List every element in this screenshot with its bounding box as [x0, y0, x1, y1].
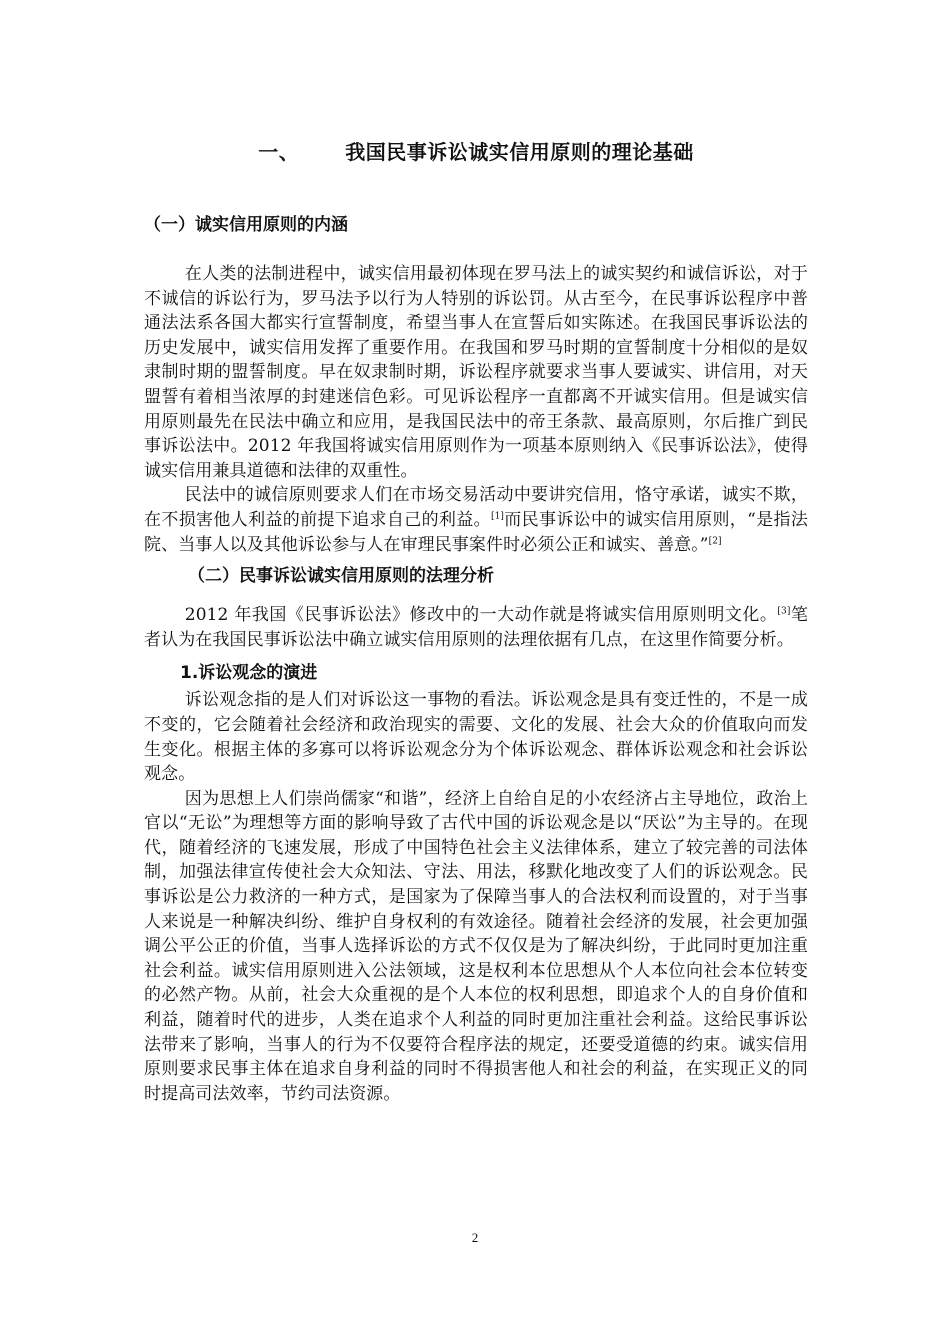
- chapter-number: 一、: [258, 140, 300, 164]
- paragraph-3-text-a: 2012 年我国《民事诉讼法》修改中的一大动作就是将诚实信用原则明文化。: [184, 605, 778, 626]
- paragraph-1: 在人类的法制进程中，诚实信用最初体现在罗马法上的诚实契约和诚信诉讼，对于不诚信的诉讼行为，罗马法予以行为人特别的诉讼罚。从古至今，在民事诉讼程序中普通法法系各国大都实行宣誓制度，希望当事人在宣誓后如实陈述。在我国民事诉讼法的历史发展中，诚实信用发挥了重要作用。在我国和罗马时期的宣誓制度十分相似的是奴隶制时期的盟誓制度。早在奴隶制时期，诉讼程序就要求当事人要诚实、讲信用，对天盟誓有着相当浓厚的封建迷信色彩。可见诉讼程序一直都离不开诚实信用。但是诚实信用原则最先在民法中确立和应用，是我国民法中的帝王条款、最高原则，尔后推广到民事诉讼法中。2012 年我国将诚实信用原则作为一项基本原则纳入《民事诉讼法》，使得诚实信用兼具道德和法律的双重性。: [144, 264, 808, 481]
- footnote-ref-2: [2]: [708, 535, 722, 546]
- paragraph-5: 因为思想上人们崇尚儒家“和谐”，经济上自给自足的小农经济占主导地位，政治上官以“无讼”为理想等方面的影响导致了古代中国的诉讼观念是以“厌讼”为主导的。在现代，随着经济的飞速发展，形成了中国特色社会主义法律体系，建立了较完善的司法体制，加强法律宣传使社会大众知法、守法、用法，移默化地改变了人们的诉讼观念。民事诉讼是公力救济的一种方式，是国家为了保障当事人的合法权利而设置的，对于当事人来说是一种解决纠纷、维护自身权利的有效途径。随着社会经济的发展，社会更加强调公平公正的价值，当事人选择诉讼的方式不仅仅是为了解决纠纷，于此同时更加注重社会利益。诚实信用原则进入公法领域，这是权利本位思想从个人本位向社会本位转变的必然产物。从前，社会大众重视的是个人本位的权利思想，即追求个人的自身价值和利益，随着时代的进步，人类在追求个人利益的同时更加注重社会利益。这给民事诉讼法带来了影响，当事人的行为不仅要符合程序法的规定，还要受道德的约束。诚实信用原则要求民事主体在追求自身利益的同时不得损害他人和社会的利益，在实现正义的同时提高司法效率，节约司法资源。: [144, 788, 808, 1104]
- page-number: 2: [471, 1230, 479, 1245]
- paragraph-2-text-b: 而民事诉讼中的诚实信用原则，“是指法院、当事人以及其他诉讼参与人在审理民事案件时必须公正和诚实、善意。”: [144, 509, 808, 555]
- paragraph-3: [144, 603, 808, 652]
- section-heading-1: （一）诚实信用原则的内涵: [144, 215, 348, 235]
- subsection-heading-1: 1.诉讼观念的演进: [180, 663, 318, 684]
- section-heading-2: （二）民事诉讼诚实信用原则的法理分析: [188, 566, 494, 587]
- paragraph-2: [144, 483, 808, 557]
- paragraph-3-text-b: 笔者认为在我国民事诉讼法中确立诚实信用原则的法理依据有几点，在这里作简要分析。: [144, 605, 808, 650]
- chapter-title-text: 我国民事诉讼诚实信用原则的理论基础: [345, 140, 694, 164]
- footnote-ref-1: [1]: [490, 511, 505, 522]
- paragraph-2-text-a: 民法中的诚信原则要求人们在市场交易活动中要讲究信用，恪守承诺，诚实不欺，在不损害他人利益的前提下追求自己的利益。: [144, 485, 808, 530]
- footnote-ref-3: [3]: [777, 606, 791, 617]
- chapter-title: [144, 132, 808, 172]
- page-content: [144, 132, 808, 1106]
- paragraph-4: 诉讼观念指的是人们对诉讼这一事物的看法。诉讼观念是具有变迁性的，不是一成不变的，它会随着社会经济和政治现实的需要、文化的发展、社会大众的价值取向而发生变化。根据主体的多寡可以将诉讼观念分为个体诉讼观念、群体诉讼观念和社会诉讼观念。: [144, 690, 808, 785]
